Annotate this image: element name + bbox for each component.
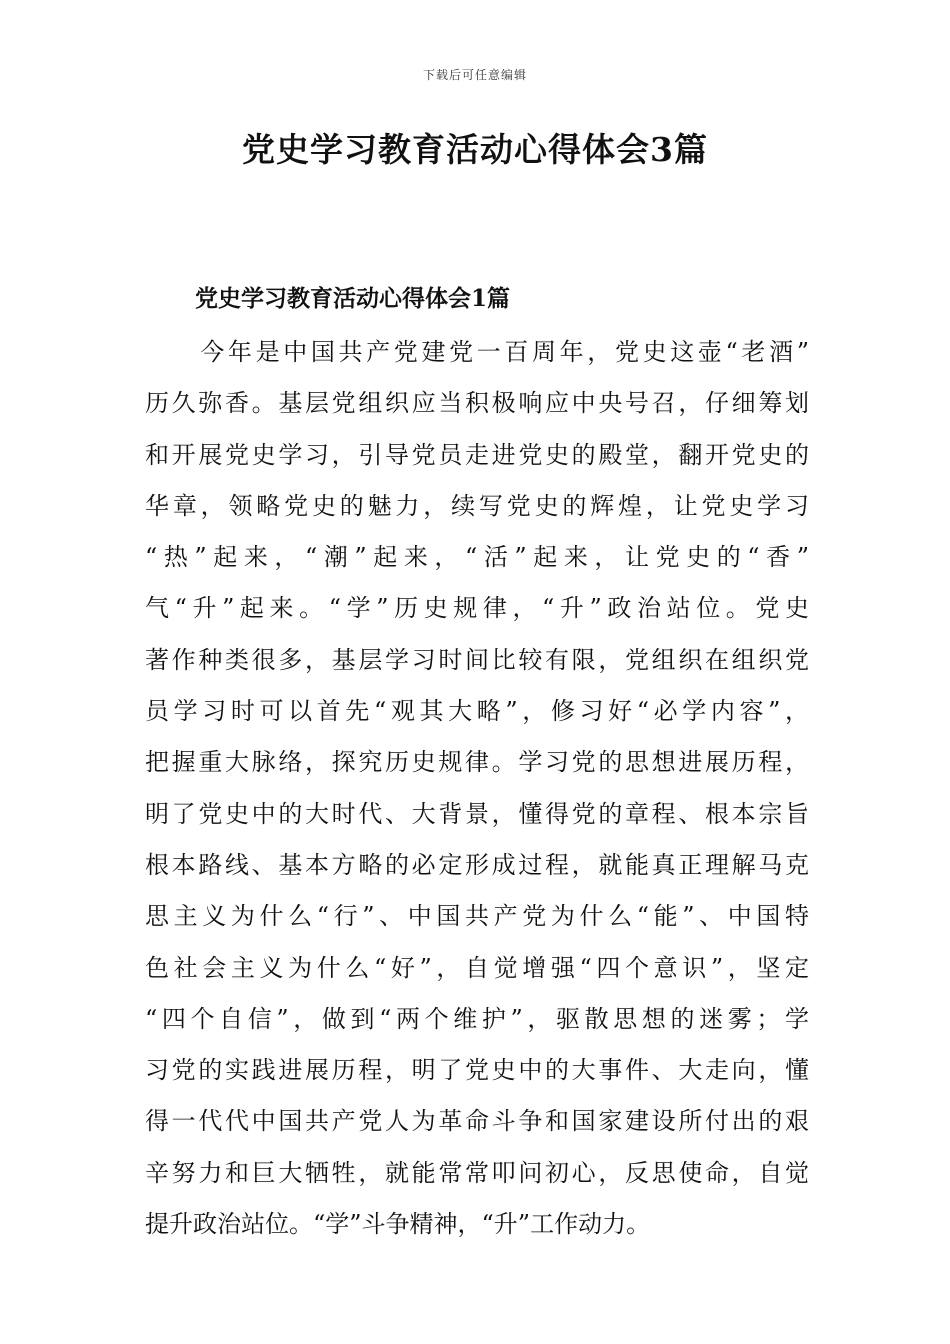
section-heading: 党史学习教育活动心得体会1篇 [195, 285, 511, 312]
paragraph-line: 习党的实践进展历程，明了党史中的大事件、大走向，懂 [145, 1056, 809, 1085]
paragraph-line: 把握重大脉络，探究历史规律。学习党的思想进展历程， [145, 748, 809, 777]
body-paragraph [145, 327, 809, 1250]
header-note: 下载后可任意编辑 [422, 68, 527, 82]
paragraph-line: 提升政治站位。“学”斗争精神，“升”工作动力。 [145, 1210, 651, 1239]
paragraph-line: 得一代代中国共产党人为革命斗争和国家建设所付出的艰 [145, 1107, 809, 1136]
paragraph-line: 辛努力和巨大牺牲，就能常常叩问初心，反思使命，自觉 [145, 1158, 809, 1187]
paragraph-line: “热”起来，“潮”起来，“活”起来，让党史的“香” [145, 543, 809, 572]
paragraph-line: 色社会主义为什么“好”，自觉增强“四个意识”，坚定 [145, 953, 809, 982]
paragraph-line: 根本路线、基本方略的必定形成过程，就能真正理解马克 [145, 850, 809, 879]
paragraph-line: 华章，领略党史的魅力，续写党史的辉煌，让党史学习 [145, 491, 809, 520]
paragraph-line: 明了党史中的大时代、大背景，懂得党的章程、根本宗旨 [145, 799, 809, 828]
paragraph-line: 和开展党史学习，引导党员走进党史的殿堂，翻开党史的 [145, 440, 809, 469]
paragraph-line: 今年是中国共产党建党一百周年，党史这壶“老酒” [145, 338, 809, 366]
document-title: 党史学习教育活动心得体会3篇 [242, 130, 708, 169]
paragraph-line: 思主义为什么“行”、中国共产党为什么“能”、中国特 [145, 902, 809, 931]
paragraph-line: “四个自信”，做到“两个维护”，驱散思想的迷雾；学 [145, 1004, 809, 1033]
paragraph-line: 著作种类很多，基层学习时间比较有限，党组织在组织党 [145, 645, 809, 674]
paragraph-line: 员学习时可以首先“观其大略”，修习好“必学内容”， [145, 697, 809, 726]
paragraph-line: 历久弥香。基层党组织应当积极响应中央号召，仔细筹划 [145, 389, 809, 418]
paragraph-line: 气“升”起来。“学”历史规律，“升”政治站位。党史 [145, 594, 809, 623]
